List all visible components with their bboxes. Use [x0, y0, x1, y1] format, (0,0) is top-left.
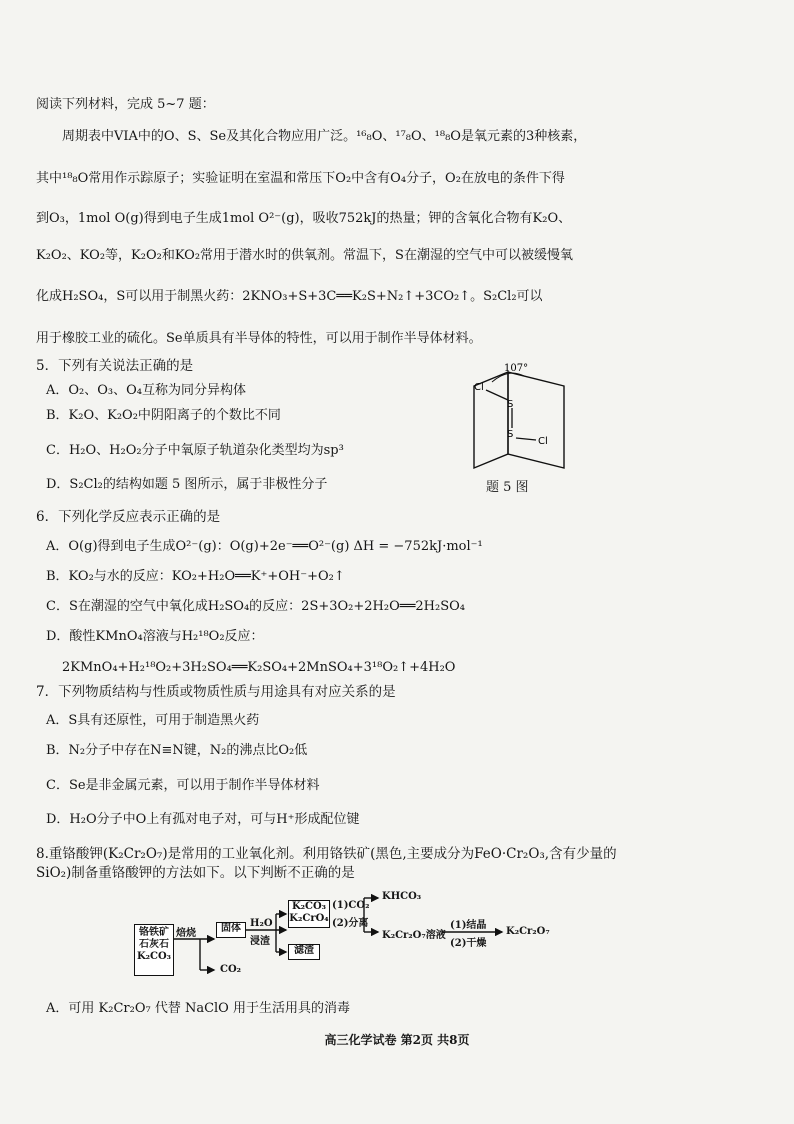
- q7-stem: 7．下列物质结构与性质或物质性质与用途具有对应关系的是: [36, 684, 396, 700]
- product-label: K₂Cr₂O₇: [506, 926, 550, 937]
- material-line-4: K₂O₂、KO₂等，K₂O₂和KO₂常用于潜水时的供氧剂。常温下，S在潮湿的空气中可以被缓慢氧: [36, 248, 573, 263]
- q5-option-c: C．H₂O、H₂O₂分子中氧原子轨道杂化类型均为sp³: [46, 443, 344, 458]
- q8-stem-line-2: SiO₂)制备重铬酸钾的方法如下。以下判断不正确的是: [36, 865, 355, 881]
- fig5-caption: 题 5 图: [486, 480, 529, 495]
- q6-option-a: A．O(g)得到电子生成O²⁻(g)：O(g)+2e⁻══O²⁻(g) ΔH = −752kJ·mol⁻¹: [46, 539, 483, 554]
- q6-stem: 6．下列化学反应表示正确的是: [36, 509, 221, 525]
- mixture-k2cro4: K₂CrO₄: [289, 913, 329, 924]
- dry-label: (2)干燥: [450, 938, 487, 949]
- q6-option-d: D．酸性KMnO₄溶液与H₂¹⁸O₂反应：: [46, 629, 264, 644]
- q7-option-b: B．N₂分子中存在N≡N键，N₂的沸点比O₂低: [46, 743, 308, 758]
- filter-residue-box: 滤渣: [288, 944, 320, 960]
- solid-box: 固体: [216, 922, 246, 938]
- page-footer: 高三化学试卷 第2页 共8页: [324, 1033, 470, 1047]
- material-line-6: 用于橡胶工业的硫化。Se单质具有半导体的特性，可以用于制作半导体材料。: [36, 331, 482, 346]
- q5-option-b: B．K₂O、K₂O₂中阴阳离子的个数比不同: [46, 408, 281, 423]
- material-line-1: 周期表中VIA中的O、S、Se及其化合物应用广泛。¹⁶₈O、¹⁷₈O、¹⁸₈O是氧元素的3种核素，: [62, 129, 587, 144]
- q8-flowchart: [130, 884, 650, 994]
- co2-label: CO₂: [220, 964, 242, 975]
- fig5-cl-top: Cl: [474, 382, 484, 393]
- mixture-box: [288, 900, 330, 928]
- fig5-angle-label: 107°: [504, 363, 529, 374]
- q6-option-c: C．S在潮湿的空气中氧化成H₂SO₄的反应：2S+3O₂+2H₂O══2H₂SO₄: [46, 599, 466, 614]
- fig5-cl-bottom: Cl: [538, 436, 548, 447]
- q8-option-a: A．可用 K₂Cr₂O₇ 代替 NaClO 用于生活用具的消毒: [46, 1001, 350, 1016]
- q5-option-d: D．S₂Cl₂的结构如题 5 图所示，属于非极性分子: [46, 477, 328, 492]
- raw-limestone: 石灰石: [139, 939, 169, 950]
- q7-option-a: A．S具有还原性，可用于制造黑火药: [46, 713, 260, 728]
- q5-stem: 5．下列有关说法正确的是: [36, 358, 194, 374]
- step-separate-label: (2)分离: [332, 918, 369, 929]
- q6-option-b: B．KO₂与水的反应：KO₂+H₂O══K⁺+OH⁻+O₂↑: [46, 569, 345, 584]
- leach-label: 浸渣: [250, 936, 270, 947]
- dichromate-solution-label: K₂Cr₂O₇溶液: [382, 930, 446, 941]
- q8-stem-line-1: 8.重铬酸钾(K₂Cr₂O₇)是常用的工业氧化剂。利用铬铁矿(黑色,主要成分为FeO·Cr₂O₃,含有少量的: [36, 846, 617, 862]
- raw-chromite: 铬铁矿: [139, 927, 169, 938]
- crystallize-label: (1)结晶: [450, 920, 487, 931]
- roast-label: 焙烧: [176, 928, 196, 939]
- raw-potassium-carbonate: K₂CO₃: [136, 951, 172, 962]
- water-label: H₂O: [250, 918, 273, 929]
- fig5-s-top: S: [507, 399, 514, 410]
- raw-materials-box: [134, 924, 174, 976]
- q7-option-d: D．H₂O分子中O上有孤对电子对，可与H⁺形成配位键: [46, 812, 360, 827]
- q7-option-c: C．Se是非金属元素，可以用于制作半导体材料: [46, 778, 320, 793]
- mixture-k2co3: K₂CO₃: [291, 901, 327, 912]
- s2cl2-structure-figure: [468, 362, 578, 472]
- reading-lead: 阅读下列材料，完成 5~7 题：: [36, 97, 215, 112]
- material-line-2: 其中¹⁸₈O常用作示踪原子；实验证明在室温和常压下O₂中含有O₄分子，O₂在放电的条件下得: [36, 171, 565, 186]
- fig5-s-bottom: S: [507, 429, 514, 440]
- q6-option-d-equation: 2KMnO₄+H₂¹⁸O₂+3H₂SO₄══K₂SO₄+2MnSO₄+3¹⁸O₂↑+4H₂O: [62, 660, 456, 675]
- material-line-5: 化成H₂SO₄，S可以用于制黑火药：2KNO₃+S+3C══K₂S+N₂↑+3CO₂↑。S₂Cl₂可以: [36, 289, 543, 304]
- q5-option-a: A．O₂、O₃、O₄互称为同分异构体: [46, 383, 246, 398]
- material-line-3: 到O₃，1mol O(g)得到电子生成1mol O²⁻(g)，吸收752kJ的热量；钾的含氧化合物有K₂O、: [36, 211, 572, 226]
- step-co2-label: (1)CO₂: [332, 900, 370, 911]
- khco3-label: KHCO₃: [382, 891, 422, 902]
